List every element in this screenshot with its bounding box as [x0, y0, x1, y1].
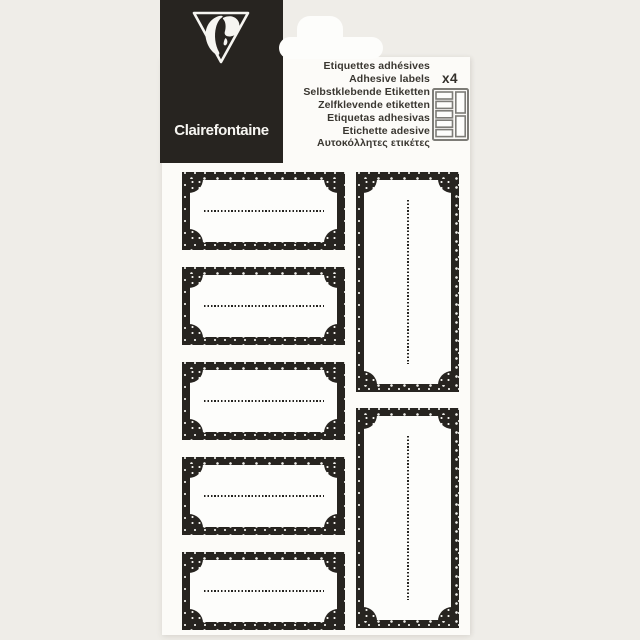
product-title-line-nl: Zelfklevende etiketten [318, 98, 430, 111]
corner-ornament [189, 274, 203, 288]
corner-ornament [189, 419, 203, 433]
corner-ornament [189, 324, 203, 338]
corner-ornament [324, 609, 338, 623]
corner-ornament [438, 415, 452, 429]
sticker-writing-line [407, 436, 409, 600]
pack-count [430, 71, 470, 146]
sticker-writing-area [190, 180, 337, 242]
sticker-label-vertical-2 [356, 408, 459, 628]
corner-ornament [189, 179, 203, 193]
pack-count-label: x4 [441, 71, 459, 86]
corner-ornament [189, 369, 203, 383]
sticker-writing-line [204, 400, 324, 402]
sticker-writing-area [190, 275, 337, 337]
product-title-multilingual [303, 60, 430, 150]
sheet-layout-icon [432, 88, 469, 141]
product-title-line-es: Etiquetas adhesivas [327, 111, 430, 124]
corner-ornament [324, 179, 338, 193]
sticker-label-horizontal-1 [182, 172, 345, 250]
sticker-label-horizontal-2 [182, 267, 345, 345]
clairefontaine-logo-icon [189, 9, 253, 67]
sticker-writing-line [204, 495, 324, 497]
corner-ornament [363, 179, 377, 193]
corner-ornament [324, 324, 338, 338]
hang-tab-slot [279, 37, 383, 59]
sticker-writing-line [204, 590, 324, 592]
sticker-writing-area [190, 560, 337, 622]
product-title-line-it: Etichette adesive [342, 124, 430, 137]
corner-ornament [324, 274, 338, 288]
sticker-label-horizontal-4 [182, 457, 345, 535]
sticker-label-vertical-1 [356, 172, 459, 392]
brand-wordmark: Clairefontaine [174, 122, 269, 139]
corner-ornament [189, 464, 203, 478]
corner-ornament [324, 229, 338, 243]
brand-panel [160, 0, 283, 163]
corner-ornament [189, 229, 203, 243]
sticker-writing-line [204, 210, 324, 212]
corner-ornament [324, 514, 338, 528]
corner-ornament [189, 559, 203, 573]
sticker-writing-area [190, 370, 337, 432]
sticker-writing-area [190, 465, 337, 527]
corner-ornament [363, 607, 377, 621]
corner-ornament [324, 464, 338, 478]
sticker-writing-line [407, 200, 409, 364]
sticker-writing-area [364, 180, 451, 384]
sticker-label-horizontal-5 [182, 552, 345, 630]
corner-ornament [438, 371, 452, 385]
sticker-writing-line [204, 305, 324, 307]
sticker-label-horizontal-3 [182, 362, 345, 440]
product-title-line-fr: Etiquettes adhésives [323, 60, 430, 72]
corner-ornament [438, 607, 452, 621]
product-title-line-el: Αυτοκόλλητες ετικέτες [317, 137, 430, 150]
corner-ornament [189, 514, 203, 528]
corner-ornament [189, 609, 203, 623]
corner-ornament [324, 369, 338, 383]
sticker-writing-area [364, 416, 451, 620]
product-title-line-en: Adhesive labels [349, 72, 430, 85]
corner-ornament [438, 179, 452, 193]
product-title-line-de: Selbstklebende Etiketten [303, 85, 430, 98]
corner-ornament [324, 419, 338, 433]
corner-ornament [363, 415, 377, 429]
corner-ornament [363, 371, 377, 385]
corner-ornament [324, 559, 338, 573]
